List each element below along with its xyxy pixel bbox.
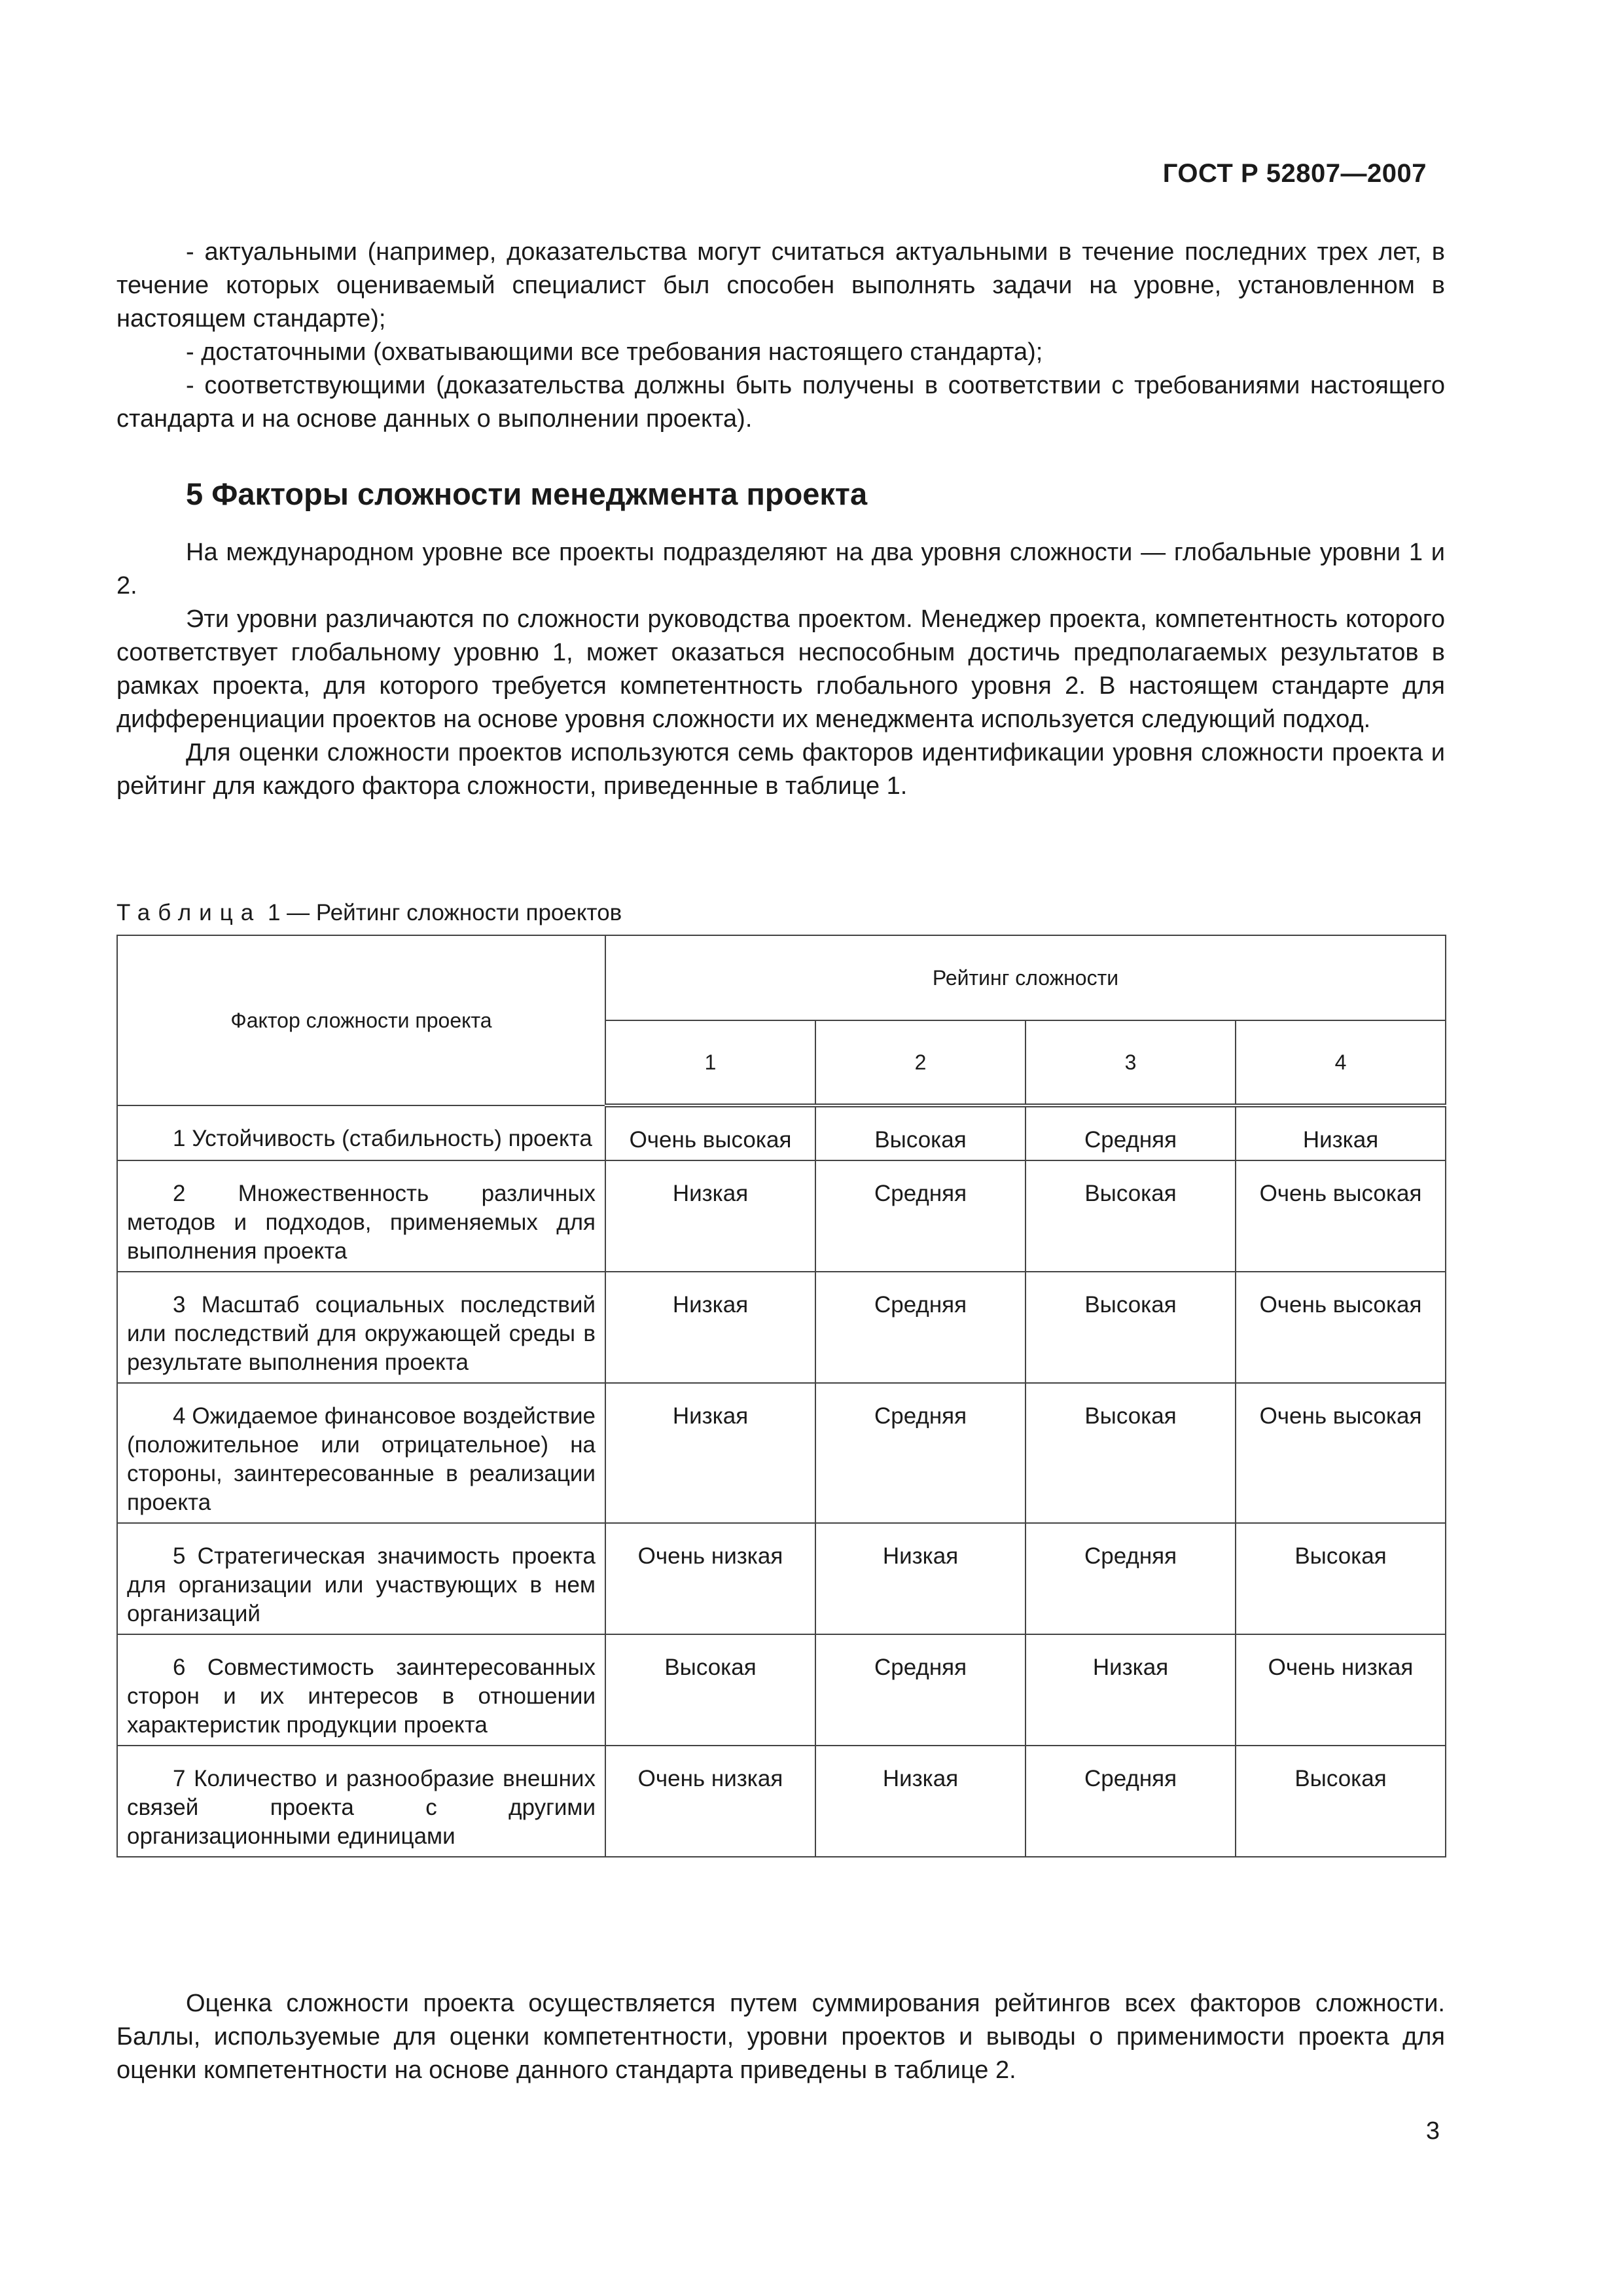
rating-cell: Средняя [815,1383,1026,1523]
rating-cell: Очень низкая [605,1523,815,1634]
table-caption-prefix: Таблица [116,900,262,925]
rating-cell: Очень низкая [1236,1634,1446,1746]
header-level: 3 [1026,1020,1236,1105]
section-body [116,536,1445,803]
rating-cell: Высокая [1236,1523,1446,1634]
factor-label: 7 Количество и разнообразие внешних связей проекта с другими организационными единицами [127,1766,596,1849]
rating-cell: Низкая [1026,1634,1236,1746]
intro-paragraph: - достаточными (охватывающими все требования настоящего стандарта); [186,338,1043,366]
rating-cell: Низкая [605,1383,815,1523]
rating-cell: Низкая [605,1160,815,1272]
rating-cell: Средняя [815,1272,1026,1383]
section-title: 5 Факторы сложности менеджмента проекта [186,476,868,511]
page-number: 3 [1425,2117,1440,2145]
factor-label: 1 Устойчивость (стабильность) проекта [173,1126,592,1151]
table-caption [116,900,622,926]
factor-label: 3 Масштаб социальных последствий или последствий для окружающей среды в результате выполнения проекта [127,1292,596,1375]
rating-cell: Низкая [605,1272,815,1383]
table-row [117,1160,1446,1272]
outro [116,1987,1445,2087]
rating-cell: Низкая [1236,1105,1446,1160]
table-row [117,1105,1446,1160]
section-paragraph: На международном уровне все проекты подразделяют на два уровня сложности — глобальные уровни 1 и 2. [116,539,1445,600]
intro-paragraph: - актуальными (например, доказательства могут считаться актуальными в течение последних трех лет, в течение которых оцениваемый специалист был способен выполнять задачи на уровне, установленном в настоящем стандарте); [116,238,1445,332]
rating-cell: Высокая [1236,1746,1446,1857]
factor-cell [117,1523,605,1634]
header-rating: Рейтинг сложности [605,935,1446,1020]
rating-cell: Очень высокая [1236,1272,1446,1383]
table-row [117,1523,1446,1634]
complexity-rating-table [116,935,1446,1857]
table-row [117,1634,1446,1746]
factor-cell [117,1105,605,1160]
factor-cell [117,1634,605,1746]
factor-label: 5 Стратегическая значимость проекта для организации или участвующих в нем организаций [127,1543,596,1626]
rating-cell: Низкая [815,1523,1026,1634]
table-row [117,1272,1446,1383]
factor-label: 2 Множественность различных методов и подходов, применяемых для выполнения проекта [127,1181,596,1264]
table-caption-title: 1 — Рейтинг сложности проектов [267,900,622,925]
rating-cell: Очень высокая [605,1105,815,1160]
rating-cell: Высокая [1026,1160,1236,1272]
header-factor: Фактор сложности проекта [117,935,605,1105]
section-paragraph: Эти уровни различаются по сложности руководства проектом. Менеджер проекта, компетентность которого соответствует глобальному уровню 1, может оказаться неспособным достичь предполагаемых результатов в рамках проекта, для которого требуется компетентность глобального уровня 2. В настоящем стандарте для дифференциации проектов на основе уровня сложности их менеджмента используется следующий подход. [116,605,1445,733]
document-header: ГОСТ Р 52807—2007 [1162,159,1427,188]
rating-cell: Очень высокая [1236,1160,1446,1272]
intro-paragraph: - соответствующими (доказательства должны быть получены в соответствии с требованиями настоящего стандарта и на основе данных о выполнении проекта). [116,372,1445,433]
rating-cell: Высокая [605,1634,815,1746]
factor-cell [117,1160,605,1272]
factor-label: 6 Совместимость заинтересованных сторон и их интересов в отношении характеристик продукции проекта [127,1655,596,1738]
section-paragraph: Для оценки сложности проектов используются семь факторов идентификации уровня сложности проекта и рейтинг для каждого фактора сложности, приведенные в таблице 1. [116,739,1445,800]
rating-cell: Высокая [1026,1272,1236,1383]
factor-cell [117,1383,605,1523]
rating-cell: Низкая [815,1746,1026,1857]
factor-label: 4 Ожидаемое финансовое воздействие (положительное или отрицательное) на стороны, заинтересованные в реализации проекта [127,1403,596,1515]
rating-cell: Средняя [1026,1746,1236,1857]
rating-cell: Высокая [815,1105,1026,1160]
rating-cell: Средняя [815,1634,1026,1746]
table-body [117,1105,1446,1857]
header-level: 1 [605,1020,815,1105]
rating-cell: Средняя [1026,1105,1236,1160]
rating-cell: Средняя [815,1160,1026,1272]
table-row [117,1746,1446,1857]
outro-paragraph: Оценка сложности проекта осуществляется путем суммирования рейтингов всех факторов сложности. Баллы, используемые для оценки компетентности, уровни проектов и выводы о применимости проекта для оценки компетентности на основе данного стандарта приведены в таблице 2. [116,1990,1445,2084]
header-level: 4 [1236,1020,1446,1105]
rating-cell: Высокая [1026,1383,1236,1523]
rating-cell: Средняя [1026,1523,1236,1634]
rating-cell: Очень высокая [1236,1383,1446,1523]
rating-cell: Очень низкая [605,1746,815,1857]
header-level: 2 [815,1020,1026,1105]
factor-cell [117,1746,605,1857]
factor-cell [117,1272,605,1383]
intro-list [116,236,1445,436]
table-row [117,1383,1446,1523]
